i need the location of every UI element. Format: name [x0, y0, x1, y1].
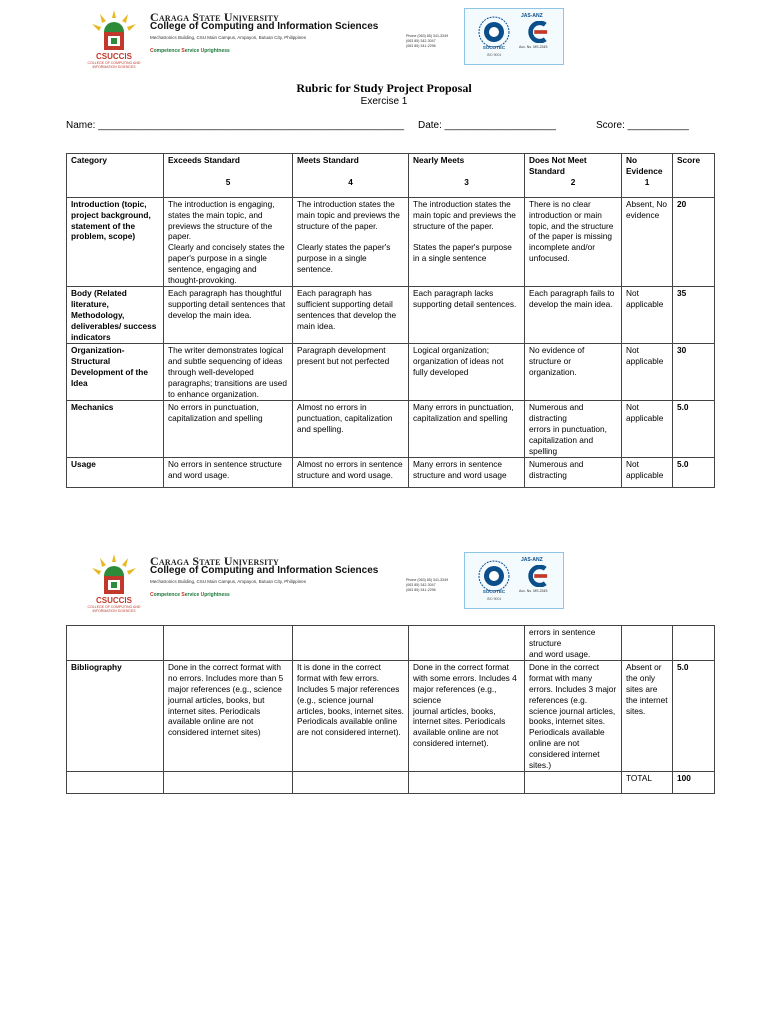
- header-number: 5: [225, 176, 231, 187]
- phone-numbers: [406, 578, 466, 593]
- cell-no-evidence: Not applicable: [622, 458, 673, 488]
- rubric-table: [66, 153, 715, 488]
- socotec-label: SOCOTEC: [482, 589, 506, 594]
- document-title: Rubric for Study Project Proposal: [296, 81, 472, 95]
- header-number: 1: [644, 176, 650, 187]
- header-label: Nearly Meets: [413, 155, 465, 165]
- cell-meets: [293, 626, 409, 661]
- header-number: 3: [464, 176, 469, 187]
- table-header-row: [67, 154, 715, 198]
- document-subtitle: Exercise 1: [360, 96, 408, 107]
- total-value: 100: [673, 772, 715, 794]
- row-category: Mechanics: [67, 401, 164, 458]
- cell-meets: Each paragraph has sufficient supporting detail sentences that develop the main idea.: [293, 287, 409, 344]
- cell-meets: It is done in the correct format with few errors. Includes 5 major references (e.g., science journal articles, books, internet sites. Periodicals available online are not considered internet).: [293, 661, 409, 772]
- cell-exceeds: No errors in punctuation, capitalization and spelling: [164, 401, 293, 458]
- table-row: [67, 287, 715, 344]
- header-label: Exceeds Standard: [168, 155, 240, 165]
- header-label: Meets Standard: [297, 155, 359, 165]
- college-name: College of Computing and Information Sciences: [150, 565, 379, 576]
- cell-nearly: Logical organization; organization of ideas not fully developed: [409, 344, 525, 401]
- cell-does-not-meet: There is no clear introduction or main topic, and the structure of the paper is missing incomplete and/or unfocused.: [525, 198, 622, 287]
- socotec-label: SOCOTEC: [482, 45, 506, 50]
- iso-label: ISO 9001: [486, 597, 502, 601]
- motto: [150, 48, 230, 54]
- header-label: No Evidence: [626, 155, 663, 176]
- row-category: Bibliography: [67, 661, 164, 772]
- motto-word: Competence: [150, 48, 181, 54]
- accreditation-number: Acc. No. MS-2345: [519, 589, 548, 593]
- cell-no-evidence: Absent or the only sites are the internet sites.: [622, 661, 673, 772]
- cell-score: 20: [673, 198, 715, 287]
- motto-word: Uprightness: [200, 48, 230, 54]
- cell-no-evidence: Absent, No evidence: [622, 198, 673, 287]
- cell-score: [673, 626, 715, 661]
- header-score: [673, 154, 715, 198]
- header-label: Does Not Meet Standard: [529, 155, 587, 176]
- table-row: [67, 661, 715, 772]
- jas-anz-label: JAS-ANZ: [521, 557, 543, 563]
- cell-score: 5.0: [673, 458, 715, 488]
- cell-no-evidence: [622, 626, 673, 661]
- cell-exceeds: Done in the correct format with no errors. Includes more than 5 major references (e.g., science journal articles, books, but internet sites. Periodicals available online are not considered internet sites): [164, 661, 293, 772]
- header-no-evidence: [622, 154, 673, 198]
- logo-wordmark: CSUCCIS: [95, 596, 132, 605]
- college-name: College of Computing and Information Sciences: [150, 21, 379, 32]
- letterhead: [86, 8, 566, 70]
- letterhead: [86, 552, 566, 614]
- jas-anz-label: JAS-ANZ: [521, 13, 543, 19]
- cell-nearly: [409, 772, 525, 794]
- cell-does-not-meet: errors in sentence structure and word usage.: [525, 626, 622, 661]
- cell-exceeds: No errors in sentence structure and word usage.: [164, 458, 293, 488]
- phone-line: (063 85) 341-2296: [406, 44, 436, 48]
- date-field[interactable]: Date: ____________________: [418, 120, 556, 131]
- accreditation-number: Acc. No. MS-2345: [519, 45, 548, 49]
- cell-nearly: The introduction states the main topic and previews the structure of the paper. States the paper's purpose in a single sentence: [409, 198, 525, 287]
- cell-meets: The introduction states the main topic and previews the structure of the paper. Clearly states the paper's purpose in a single sentence.: [293, 198, 409, 287]
- cell-does-not-meet: [525, 772, 622, 794]
- cell-score: 5.0: [673, 661, 715, 772]
- score-field[interactable]: Score: ___________: [596, 120, 689, 131]
- header-label: Category: [71, 155, 107, 165]
- header-number: 2: [570, 176, 576, 187]
- motto: [150, 592, 230, 598]
- row-category: [67, 626, 164, 661]
- cell-nearly: [409, 626, 525, 661]
- cell-meets: [293, 772, 409, 794]
- jas-anz-logo-icon: [523, 565, 551, 587]
- phone-line: (063 85) 342-3047: [406, 39, 436, 43]
- cell-exceeds: [164, 772, 293, 794]
- row-category: Usage: [67, 458, 164, 488]
- cell-does-not-meet: Each paragraph fails to develop the main idea.: [525, 287, 622, 344]
- header-meets: [293, 154, 409, 198]
- rubric-table-continued: [66, 625, 715, 794]
- cell-does-not-meet: Done in the correct format with many errors. Includes 3 major references (e.g. science journal articles, books, internet sites. Periodicals available online are not considered internet sites.): [525, 661, 622, 772]
- header-number: 4: [348, 176, 353, 187]
- table-row: [67, 401, 715, 458]
- row-category: [67, 772, 164, 794]
- cell-meets: Paragraph development present but not perfected: [293, 344, 409, 401]
- cell-nearly: Each paragraph lacks supporting detail sentences.: [409, 287, 525, 344]
- total-label: TOTAL: [622, 772, 673, 794]
- college-address: Mechatronics Building, CSU Main Campus, Ampayon, Butuan City, Philippines: [150, 579, 306, 584]
- row-category: Introduction (topic, project background, statement of the problem, scope): [67, 198, 164, 287]
- cell-nearly: Many errors in punctuation, capitalization and spelling: [409, 401, 525, 458]
- cell-no-evidence: Not applicable: [622, 344, 673, 401]
- logo-subtext: COLLEGE OF COMPUTING AND INFORMATION SCIENCES: [87, 605, 141, 613]
- university-name: Caraga State University: [150, 554, 279, 568]
- logo-subtext: COLLEGE OF COMPUTING AND INFORMATION SCIENCES: [87, 61, 141, 69]
- motto-word: Service: [181, 592, 200, 598]
- cell-exceeds: The introduction is engaging, states the main topic, and previews the structure of the paper. Clearly and concisely states the paper's purpose in a single sentence, engaging and thought-provoking.: [164, 198, 293, 287]
- header-category: [67, 154, 164, 198]
- cell-no-evidence: Not applicable: [622, 287, 673, 344]
- cell-score: 5.0: [673, 401, 715, 458]
- cell-meets: Almost no errors in punctuation, capitalization and spelling.: [293, 401, 409, 458]
- header-label: Score: [677, 155, 701, 165]
- college-address: Mechatronics Building, CSU Main Campus, Ampayon, Butuan City, Philippines: [150, 35, 306, 40]
- iso-label: ISO 9001: [486, 53, 502, 57]
- cell-does-not-meet: No evidence of structure or organization.: [525, 344, 622, 401]
- phone-line: Phone (063) 85) 341-3349: [406, 578, 449, 582]
- cell-exceeds: The writer demonstrates logical and subtle sequencing of ideas through well-developed paragraphs; transitions are used to enhance organization.: [164, 344, 293, 401]
- phone-line: Phone (063) 85) 341-3349: [406, 34, 449, 38]
- total-row: [67, 772, 715, 794]
- motto-word: Service: [181, 48, 200, 54]
- table-row: [67, 626, 715, 661]
- jas-anz-logo-icon: [523, 21, 551, 43]
- phone-line: (063 85) 341-2296: [406, 588, 436, 592]
- phone-numbers: [406, 34, 466, 49]
- cell-nearly: Many errors in sentence structure and word usage: [409, 458, 525, 488]
- cell-exceeds: Each paragraph has thoughtful supporting detail sentences that develop the main idea.: [164, 287, 293, 344]
- name-field[interactable]: Name: _______________________________________________________: [66, 120, 405, 131]
- row-category: Body (Related literature, Methodology, deliverables/ success indicators: [67, 287, 164, 344]
- university-name: Caraga State University: [150, 10, 279, 24]
- header-nearly: [409, 154, 525, 198]
- header-does-not-meet: [525, 154, 622, 198]
- table-row: [67, 458, 715, 488]
- table-row: [67, 344, 715, 401]
- table-row: [67, 198, 715, 287]
- certification-badge: [464, 8, 564, 65]
- cell-exceeds: [164, 626, 293, 661]
- cell-no-evidence: Not applicable: [622, 401, 673, 458]
- header-exceeds: [164, 154, 293, 198]
- certification-badge: [464, 552, 564, 609]
- cell-does-not-meet: Numerous and distracting errors in punctuation, capitalization and spelling: [525, 401, 622, 458]
- phone-line: (063 85) 342-3047: [406, 583, 436, 587]
- cell-meets: Almost no errors in sentence structure and word usage.: [293, 458, 409, 488]
- motto-word: Uprightness: [200, 592, 230, 598]
- row-category: Organization-Structural Development of the Idea: [67, 344, 164, 401]
- cell-score: 30: [673, 344, 715, 401]
- cell-nearly: Done in the correct format with some errors. Includes 4 major references (e.g., science journal articles, books, internet sites. Periodicals available online are not considered internet).: [409, 661, 525, 772]
- cell-does-not-meet: Numerous and distracting: [525, 458, 622, 488]
- motto-word: Competence: [150, 592, 181, 598]
- logo-wordmark: CSUCCIS: [95, 52, 132, 61]
- cell-score: 35: [673, 287, 715, 344]
